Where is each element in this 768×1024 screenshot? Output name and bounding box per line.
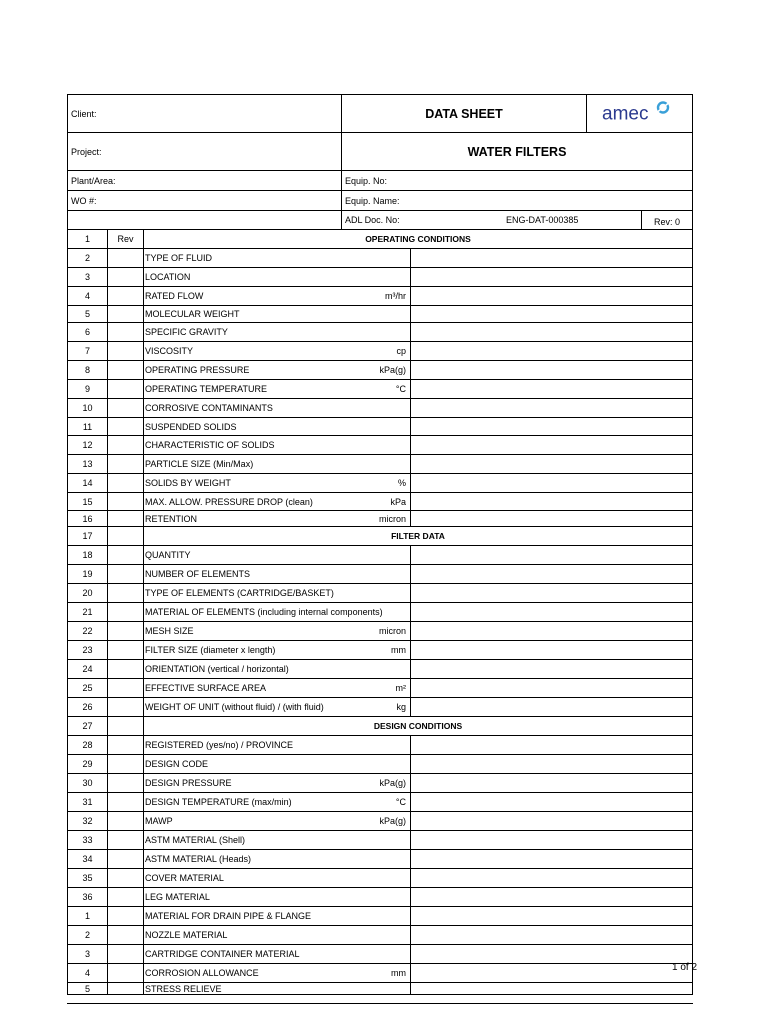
row-number: 31 <box>82 797 93 807</box>
row-value-field[interactable] <box>410 812 692 830</box>
row-number: 27 <box>82 721 93 731</box>
rev-cell[interactable] <box>107 641 144 659</box>
row-description: ORIENTATION (vertical / horizontal) <box>145 664 289 674</box>
row-description: DESIGN TEMPERATURE (max/min) <box>145 797 292 807</box>
row-description: COVER MATERIAL <box>145 873 224 883</box>
row-description: LEG MATERIAL <box>145 892 210 902</box>
row-unit <box>328 831 408 849</box>
row-value-field[interactable] <box>410 983 692 994</box>
row-value-field[interactable] <box>410 888 692 906</box>
row-description: OPERATING PRESSURE <box>145 365 250 375</box>
row-description: CORROSION ALLOWANCE <box>145 968 259 978</box>
table-row <box>68 268 692 287</box>
row-unit <box>328 926 408 944</box>
row-unit <box>328 983 408 994</box>
row-value-field[interactable] <box>410 584 692 602</box>
plant-area-label: Plant/Area: <box>71 175 116 186</box>
header-row-plant <box>68 171 692 191</box>
table-row <box>68 249 692 268</box>
row-value-field[interactable] <box>410 249 692 267</box>
row-value-field[interactable] <box>410 493 692 510</box>
row-value-field[interactable] <box>410 287 692 305</box>
project-label: Project: <box>71 146 102 157</box>
table-row <box>68 907 692 926</box>
row-number: 33 <box>82 835 93 845</box>
table-row <box>68 888 692 907</box>
row-unit <box>328 736 408 754</box>
row-value-field[interactable] <box>410 964 692 982</box>
row-number: 5 <box>84 983 90 994</box>
row-number: 4 <box>84 291 90 301</box>
rev-cell[interactable] <box>107 268 144 286</box>
table-row <box>68 679 692 698</box>
rev-cell[interactable] <box>107 323 144 341</box>
row-description: MOLECULAR WEIGHT <box>145 309 240 319</box>
row-description: OPERATING TEMPERATURE <box>145 384 268 394</box>
table-row <box>68 493 692 511</box>
row-description: LOCATION <box>145 272 191 282</box>
rev-cell[interactable] <box>107 455 144 473</box>
row-value-field[interactable] <box>410 945 692 963</box>
row-value-field[interactable] <box>410 603 692 621</box>
table-row <box>68 474 692 493</box>
row-description: TYPE OF FLUID <box>145 253 213 263</box>
table-row <box>68 546 692 565</box>
row-number: 2 <box>84 253 90 263</box>
table-row <box>68 455 692 474</box>
rev-cell[interactable] <box>107 511 144 526</box>
doc-number: ENG-DAT-000385 <box>506 215 579 225</box>
amec-logo <box>602 99 672 128</box>
row-number: 16 <box>82 513 93 524</box>
row-description: VISCOSITY <box>145 346 194 356</box>
row-description: SOLIDS BY WEIGHT <box>145 478 231 488</box>
row-number: 8 <box>84 365 90 375</box>
table-row <box>68 287 692 306</box>
row-unit <box>328 603 408 621</box>
row-value-field[interactable] <box>410 455 692 473</box>
section-title: DESIGN CONDITIONS <box>373 721 463 731</box>
row-unit <box>328 888 408 906</box>
row-number: 24 <box>82 664 93 674</box>
section-title: FILTER DATA <box>391 531 445 541</box>
row-number: 10 <box>82 403 93 413</box>
row-unit <box>328 584 408 602</box>
table-row <box>68 418 692 436</box>
row-number: 34 <box>82 854 93 864</box>
row-unit: m³/hr <box>385 291 406 301</box>
row-number: 13 <box>82 459 93 469</box>
table-row <box>68 323 692 342</box>
row-value-field[interactable] <box>410 755 692 773</box>
row-number: 28 <box>82 740 93 750</box>
row-number: 29 <box>82 759 93 769</box>
row-unit <box>328 306 408 322</box>
row-number: 1 <box>84 911 90 921</box>
table-row <box>68 565 692 584</box>
row-unit <box>328 323 408 341</box>
row-value-field[interactable] <box>410 565 692 583</box>
table-row <box>68 945 692 964</box>
data-sheet <box>67 94 693 995</box>
row-unit <box>328 869 408 887</box>
rev-cell[interactable] <box>107 831 144 849</box>
row-value-field[interactable] <box>410 399 692 417</box>
rev-cell[interactable] <box>107 436 144 454</box>
rev-cell[interactable] <box>107 287 144 305</box>
rev-cell[interactable] <box>107 964 144 982</box>
row-number: 5 <box>84 309 90 319</box>
row-description: SPECIFIC GRAVITY <box>145 327 228 337</box>
row-value-field[interactable] <box>410 380 692 398</box>
row-unit <box>328 565 408 583</box>
table-row <box>68 380 692 399</box>
table-row <box>68 603 692 622</box>
row-unit: % <box>397 478 406 488</box>
row-unit: micron <box>378 513 406 524</box>
header-row-doc <box>68 211 692 230</box>
rev-cell[interactable] <box>107 603 144 621</box>
row-description: NUMBER OF ELEMENTS <box>145 569 251 579</box>
row-description: STRESS RELIEVE <box>145 983 222 994</box>
rev-cell[interactable] <box>107 698 144 716</box>
row-number: 35 <box>82 873 93 883</box>
rev-cell[interactable] <box>107 983 144 994</box>
table-row <box>68 755 692 774</box>
table-row <box>68 964 692 983</box>
rev-cell[interactable] <box>107 926 144 944</box>
row-number: 25 <box>82 683 93 693</box>
row-description: RETENTION <box>145 513 198 524</box>
rev-cell[interactable] <box>107 850 144 868</box>
rev-cell[interactable] <box>107 660 144 678</box>
row-description: QUANTITY <box>145 550 191 560</box>
table-row <box>68 342 692 361</box>
row-value-field[interactable] <box>410 698 692 716</box>
table-row <box>68 793 692 812</box>
rev-cell[interactable] <box>107 717 144 735</box>
row-unit <box>328 907 408 925</box>
row-number: 9 <box>84 384 90 394</box>
table-row <box>68 831 692 850</box>
row-number: 15 <box>82 496 93 507</box>
row-number: 14 <box>82 478 93 488</box>
row-value-field[interactable] <box>410 869 692 887</box>
row-description: CORROSIVE CONTAMINANTS <box>145 403 273 413</box>
row-description: FILTER SIZE (diameter x length) <box>145 645 276 655</box>
table-row <box>68 622 692 641</box>
rev-cell[interactable] <box>107 812 144 830</box>
table-row <box>68 850 692 869</box>
document-title: DATA SHEET <box>425 106 503 121</box>
header-row-client <box>68 95 692 133</box>
row-description: REGISTERED (yes/no) / PROVINCE <box>145 740 294 750</box>
page-number: 1 of 2 <box>672 962 698 973</box>
row-unit: kg <box>396 702 406 712</box>
table-row <box>68 812 692 831</box>
rev-cell[interactable] <box>107 418 144 435</box>
rev-cell[interactable] <box>107 527 144 545</box>
table-row <box>68 641 692 660</box>
row-unit: mm <box>391 645 406 655</box>
rev-cell[interactable] <box>107 869 144 887</box>
row-number: 21 <box>82 607 93 617</box>
wo-label: WO #: <box>71 195 97 206</box>
rev-cell[interactable]: Rev <box>107 230 144 248</box>
header-row-project <box>68 133 692 171</box>
row-unit <box>328 546 408 564</box>
rev-cell[interactable] <box>107 399 144 417</box>
row-description: CHARACTERISTIC OF SOLIDS <box>145 440 275 450</box>
row-unit <box>328 660 408 678</box>
rev-cell[interactable] <box>107 342 144 360</box>
row-unit <box>328 418 408 435</box>
row-value-field[interactable] <box>410 418 692 435</box>
row-value-field[interactable] <box>410 831 692 849</box>
rev-cell[interactable] <box>107 774 144 792</box>
rev-cell[interactable] <box>107 888 144 906</box>
table-row <box>68 399 692 418</box>
row-unit: kPa(g) <box>379 778 406 788</box>
rev-cell[interactable] <box>107 380 144 398</box>
table-row <box>68 698 692 717</box>
row-number: 18 <box>82 550 93 560</box>
row-value-field[interactable] <box>410 323 692 341</box>
client-label: Client: <box>71 108 97 119</box>
row-description: MAX. ALLOW. PRESSURE DROP (clean) <box>145 496 313 507</box>
row-unit <box>328 436 408 454</box>
row-description: WEIGHT OF UNIT (without fluid) / (with fluid) <box>145 702 324 712</box>
table-row <box>68 584 692 603</box>
table-row <box>68 511 692 527</box>
row-value-field[interactable] <box>410 511 692 526</box>
row-number: 2 <box>84 930 90 940</box>
table-row <box>68 361 692 380</box>
rev-cell[interactable] <box>107 546 144 564</box>
table-row <box>68 436 692 455</box>
row-description: CARTRIDGE CONTAINER MATERIAL <box>145 949 300 959</box>
row-unit <box>328 850 408 868</box>
row-number: 30 <box>82 778 93 788</box>
row-number: 1 <box>84 234 90 244</box>
rev-cell[interactable] <box>107 584 144 602</box>
adl-doc-label: ADL Doc. No: <box>345 215 400 225</box>
row-value-field[interactable] <box>410 342 692 360</box>
row-number: 6 <box>84 327 90 337</box>
row-unit <box>328 455 408 473</box>
header-row-wo <box>68 191 692 211</box>
rev-cell[interactable] <box>107 249 144 267</box>
rev-cell[interactable] <box>107 793 144 811</box>
row-unit: cp <box>396 346 406 356</box>
rev-cell[interactable] <box>107 306 144 322</box>
row-unit <box>328 399 408 417</box>
equip-no-label: Equip. No: <box>345 175 388 186</box>
row-value-field[interactable] <box>410 436 692 454</box>
row-number: 12 <box>82 440 93 450</box>
row-description: PARTICLE SIZE (Min/Max) <box>145 459 254 469</box>
row-value-field[interactable] <box>410 474 692 492</box>
logo-text: amec <box>602 103 649 123</box>
row-description: ASTM MATERIAL (Shell) <box>145 835 246 845</box>
row-description: EFFECTIVE SURFACE AREA <box>145 683 267 693</box>
row-description: MATERIAL OF ELEMENTS (including internal components) <box>145 607 383 617</box>
table-row <box>68 926 692 945</box>
row-number: 22 <box>82 626 93 636</box>
row-unit: mm <box>391 968 406 978</box>
row-unit <box>328 249 408 267</box>
rev-cell[interactable] <box>107 474 144 492</box>
row-value-field[interactable] <box>410 679 692 697</box>
row-number: 19 <box>82 569 93 579</box>
row-description: DESIGN PRESSURE <box>145 778 232 788</box>
row-number: 3 <box>84 949 90 959</box>
row-unit: micron <box>378 626 406 636</box>
row-unit: m² <box>395 683 406 693</box>
row-unit <box>328 755 408 773</box>
section-header-row <box>68 230 692 249</box>
row-value-field[interactable] <box>410 660 692 678</box>
row-number: 32 <box>82 816 93 826</box>
row-value-field[interactable] <box>410 306 692 322</box>
table-row <box>68 774 692 793</box>
rev-cell[interactable] <box>107 361 144 379</box>
row-value-field[interactable] <box>410 361 692 379</box>
rev-cell[interactable] <box>107 622 144 640</box>
row-value-field[interactable] <box>410 736 692 754</box>
row-unit <box>328 268 408 286</box>
row-description: MATERIAL FOR DRAIN PIPE & FLANGE <box>145 911 312 921</box>
row-number: 3 <box>84 272 90 282</box>
rev-cell[interactable] <box>107 493 144 510</box>
rev-cell[interactable] <box>107 736 144 754</box>
row-description: NOZZLE MATERIAL <box>145 930 228 940</box>
row-unit: °C <box>395 384 406 394</box>
row-description: MESH SIZE <box>145 626 194 636</box>
rev-cell[interactable] <box>107 755 144 773</box>
rev-cell[interactable] <box>107 679 144 697</box>
table-row <box>68 983 692 995</box>
rev-cell[interactable] <box>107 945 144 963</box>
row-description: ASTM MATERIAL (Heads) <box>145 854 252 864</box>
row-description: TYPE OF ELEMENTS (CARTRIDGE/BASKET) <box>145 588 334 598</box>
row-description: MAWP <box>145 816 173 826</box>
rev-cell[interactable] <box>107 565 144 583</box>
row-value-field[interactable] <box>410 268 692 286</box>
document-subtitle: WATER FILTERS <box>467 144 567 159</box>
row-number: 23 <box>82 645 93 655</box>
table-row <box>68 869 692 888</box>
row-value-field[interactable] <box>410 793 692 811</box>
logo-cell <box>586 95 692 132</box>
equip-name-label: Equip. Name: <box>345 195 400 206</box>
row-number: 17 <box>82 531 93 541</box>
row-number: 36 <box>82 892 93 902</box>
row-description: DESIGN CODE <box>145 759 209 769</box>
row-value-field[interactable] <box>410 926 692 944</box>
data-table <box>68 230 692 995</box>
rev-cell[interactable] <box>107 907 144 925</box>
row-number: 26 <box>82 702 93 712</box>
section-header-row <box>68 527 692 546</box>
table-row <box>68 306 692 323</box>
bottom-rule <box>67 1003 693 1004</box>
row-value-field[interactable] <box>410 774 692 792</box>
row-description: RATED FLOW <box>145 291 204 301</box>
row-value-field[interactable] <box>410 546 692 564</box>
row-value-field[interactable] <box>410 850 692 868</box>
row-unit <box>328 945 408 963</box>
section-title: OPERATING CONDITIONS <box>365 234 471 244</box>
row-unit: kPa(g) <box>379 816 406 826</box>
row-value-field[interactable] <box>410 641 692 659</box>
row-value-field[interactable] <box>410 622 692 640</box>
row-value-field[interactable] <box>410 907 692 925</box>
row-number: 20 <box>82 588 93 598</box>
section-header-row <box>68 717 692 736</box>
row-number: 4 <box>84 968 90 978</box>
row-unit: kPa <box>390 496 406 507</box>
row-number: 7 <box>84 346 90 356</box>
row-number: 11 <box>82 421 93 432</box>
table-row <box>68 660 692 679</box>
row-unit: °C <box>395 797 406 807</box>
revision-label: Rev: 0 <box>654 216 681 227</box>
table-row <box>68 736 692 755</box>
row-unit: kPa(g) <box>379 365 406 375</box>
row-description: SUSPENDED SOLIDS <box>145 421 237 432</box>
